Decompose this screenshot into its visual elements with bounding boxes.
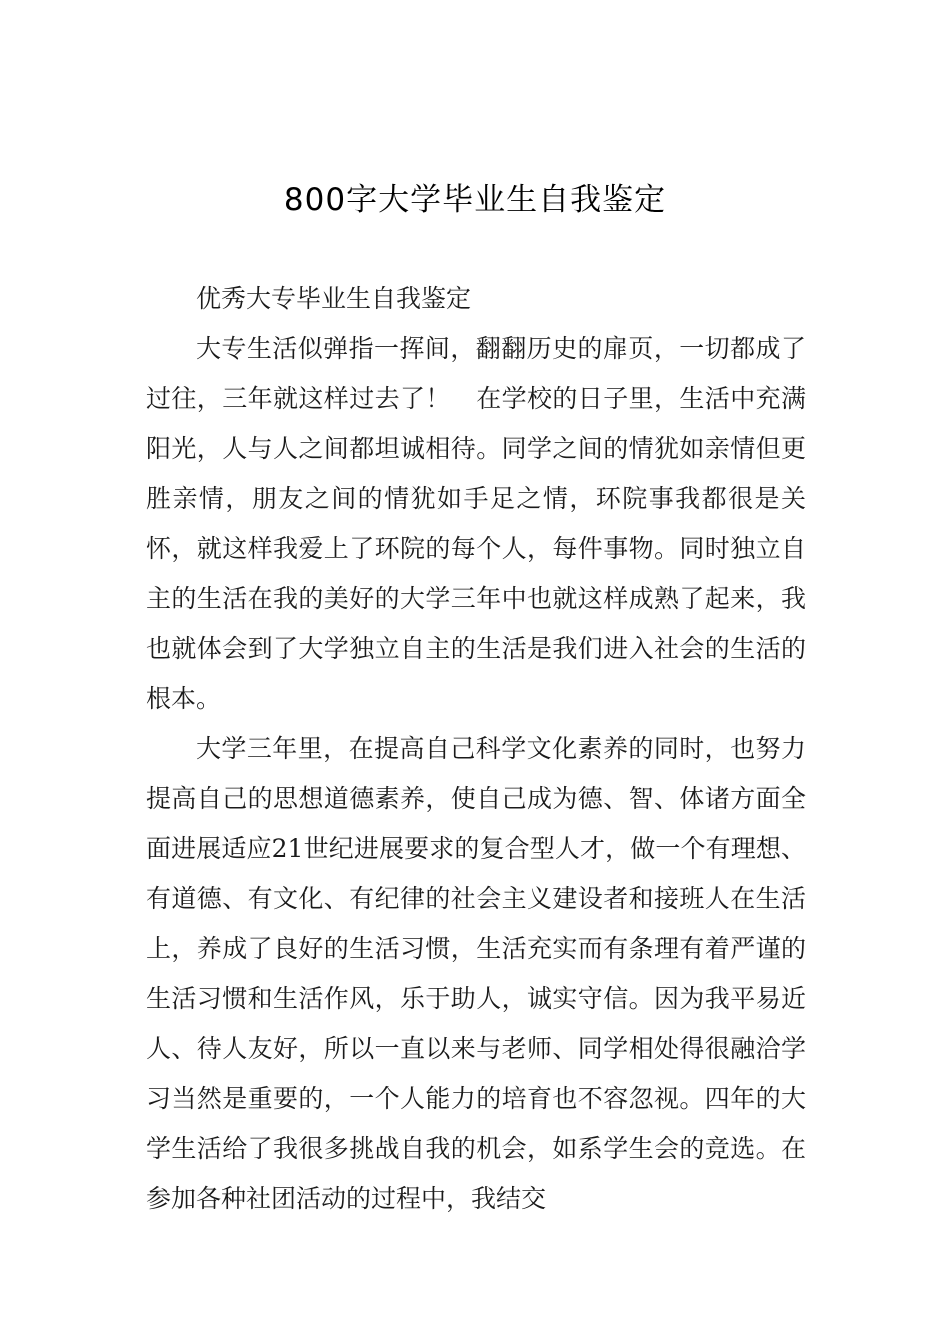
paragraph-2: 大学三年里，在提高自己科学文化素养的同时，也努力提高自己的思想道德素养，使自己成为德、智、体诸方面全面进展适应21世纪进展要求的复合型人才，做一个有理想、有道德、有文化、有纪律的社会主义建设者和接班人在生活上，养成了良好的生活习惯，生活充实而有条理有着严谨的生活习惯和生活作风，乐于助人，诚实守信。因为我平易近人、待人友好，所以一直以来与老师、同学相处得很融洽学习当然是重要的，一个人能力的培育也不容忽视。四年的大学生活给了我很多挑战自我的机会，如系学生会的竞选。在参加各种社团活动的过程中，我结交 (146, 734, 806, 1213)
document-title: 800字大学毕业生自我鉴定 (283, 182, 667, 218)
document-body (146, 274, 806, 1224)
document-subtitle: 优秀大专毕业生自我鉴定 (196, 284, 472, 313)
paragraph-1: 大专生活似弹指一挥间，翻翻历史的扉页，一切都成了过往，三年就这样过去了！ 在学校的日子里，生活中充满阳光，人与人之间都坦诚相待。同学之间的情犹如亲情但更胜亲情，朋友之间的情犹如手足之情，环院事我都很是关怀，就这样我爱上了环院的每个人，每件事物。同时独立自主的生活在我的美好的大学三年中也就这样成熟了起来，我也就体会到了大学独立自主的生活是我们进入社会的生活的根本。 (146, 334, 806, 713)
